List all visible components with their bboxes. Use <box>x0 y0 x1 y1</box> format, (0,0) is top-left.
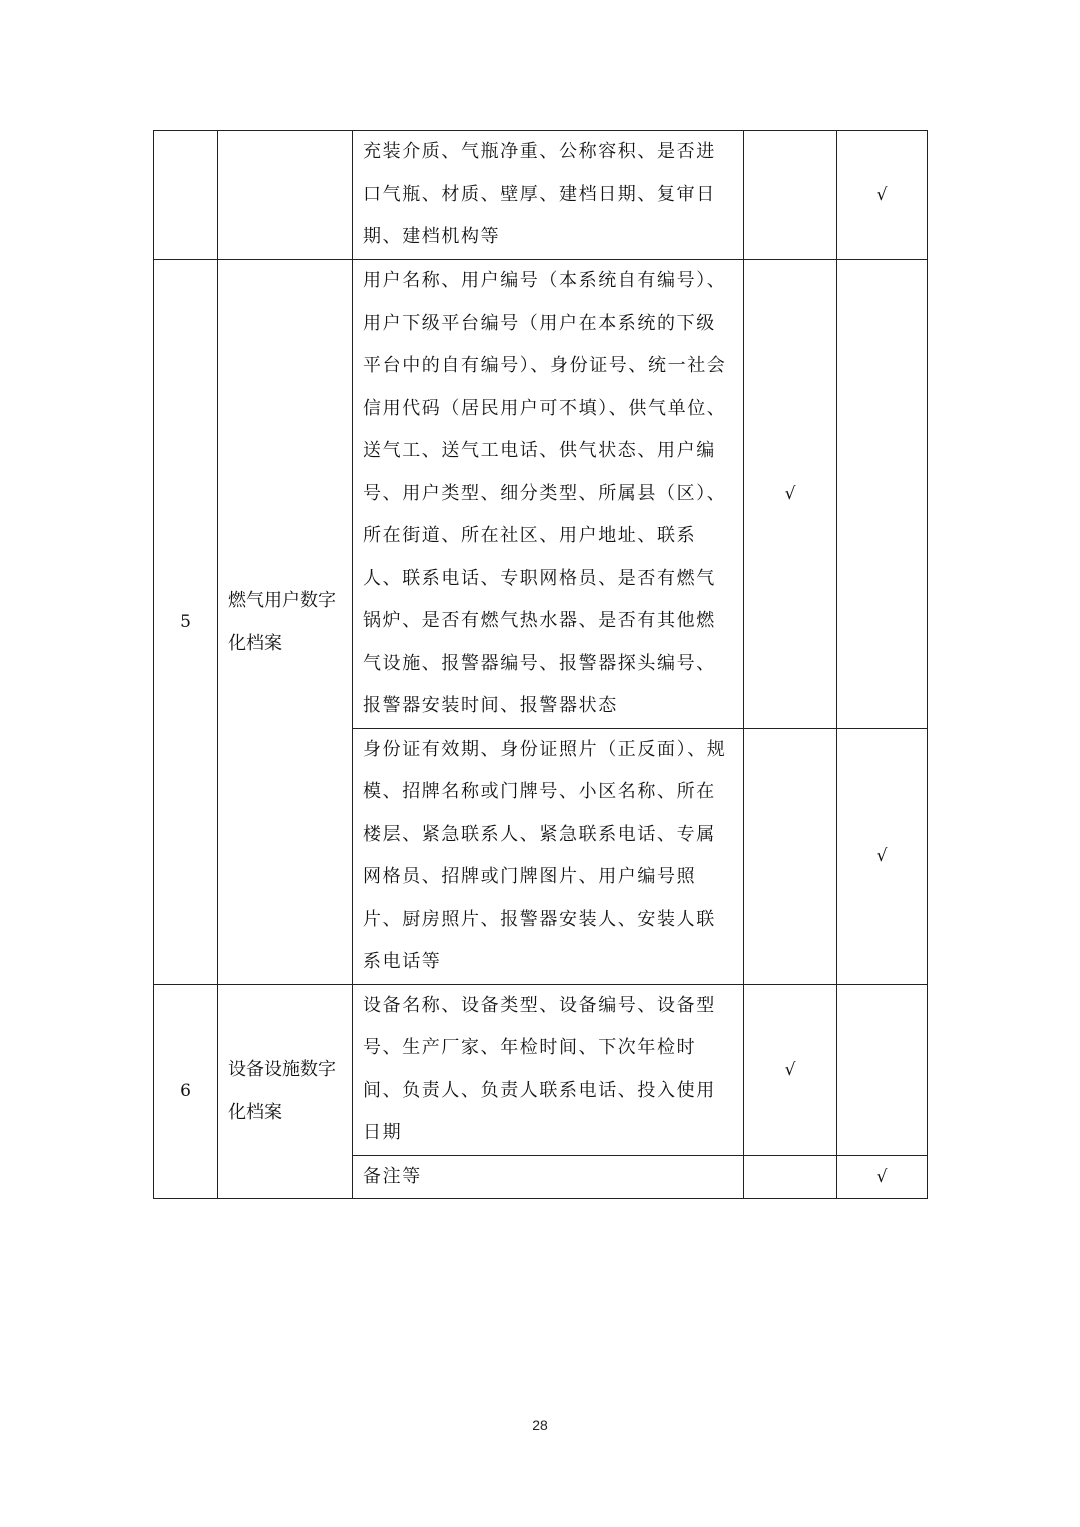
mark-col-a: √ <box>744 260 837 729</box>
table-row <box>154 260 928 729</box>
mark-col-a <box>744 728 837 984</box>
row-name: 设备设施数字化档案 <box>218 984 353 1199</box>
mark-col-a <box>744 1155 837 1199</box>
mark-col-b: √ <box>837 131 928 260</box>
row-content: 身份证有效期、身份证照片（正反面）、规模、招牌名称或门牌号、小区名称、所在楼层、紧急联系人、紧急联系电话、专属网格员、招牌或门牌图片、用户编号照片、厨房照片、报警器安装人、安装人联系电话等 <box>353 728 744 984</box>
mark-col-b: √ <box>837 1155 928 1199</box>
mark-col-b <box>837 984 928 1155</box>
row-number: 6 <box>154 984 218 1199</box>
row-content: 用户名称、用户编号（本系统自有编号）、用户下级平台编号（用户在本系统的下级平台中的自有编号）、身份证号、统一社会信用代码（居民用户可不填）、供气单位、送气工、送气工电话、供气状态、用户编号、用户类型、细分类型、所属县（区）、所在街道、所在社区、用户地址、联系人、联系电话、专职网格员、是否有燃气锅炉、是否有燃气热水器、是否有其他燃气设施、报警器编号、报警器探头编号、报警器安装时间、报警器状态 <box>353 260 744 729</box>
mark-col-b <box>837 260 928 729</box>
page-number: 28 <box>532 1417 548 1433</box>
requirements-table <box>153 130 928 1199</box>
mark-col-a <box>744 131 837 260</box>
row-name: 燃气用户数字化档案 <box>218 260 353 985</box>
table-row <box>154 984 928 1155</box>
row-content: 备注等 <box>353 1155 744 1199</box>
row-content: 设备名称、设备类型、设备编号、设备型号、生产厂家、年检时间、下次年检时间、负责人、负责人联系电话、投入使用日期 <box>353 984 744 1155</box>
row-number <box>154 131 218 260</box>
row-number: 5 <box>154 260 218 985</box>
row-content: 充装介质、气瓶净重、公称容积、是否进口气瓶、材质、壁厚、建档日期、复审日期、建档机构等 <box>353 131 744 260</box>
mark-col-a: √ <box>744 984 837 1155</box>
row-name <box>218 131 353 260</box>
mark-col-b: √ <box>837 728 928 984</box>
table-row <box>154 131 928 260</box>
